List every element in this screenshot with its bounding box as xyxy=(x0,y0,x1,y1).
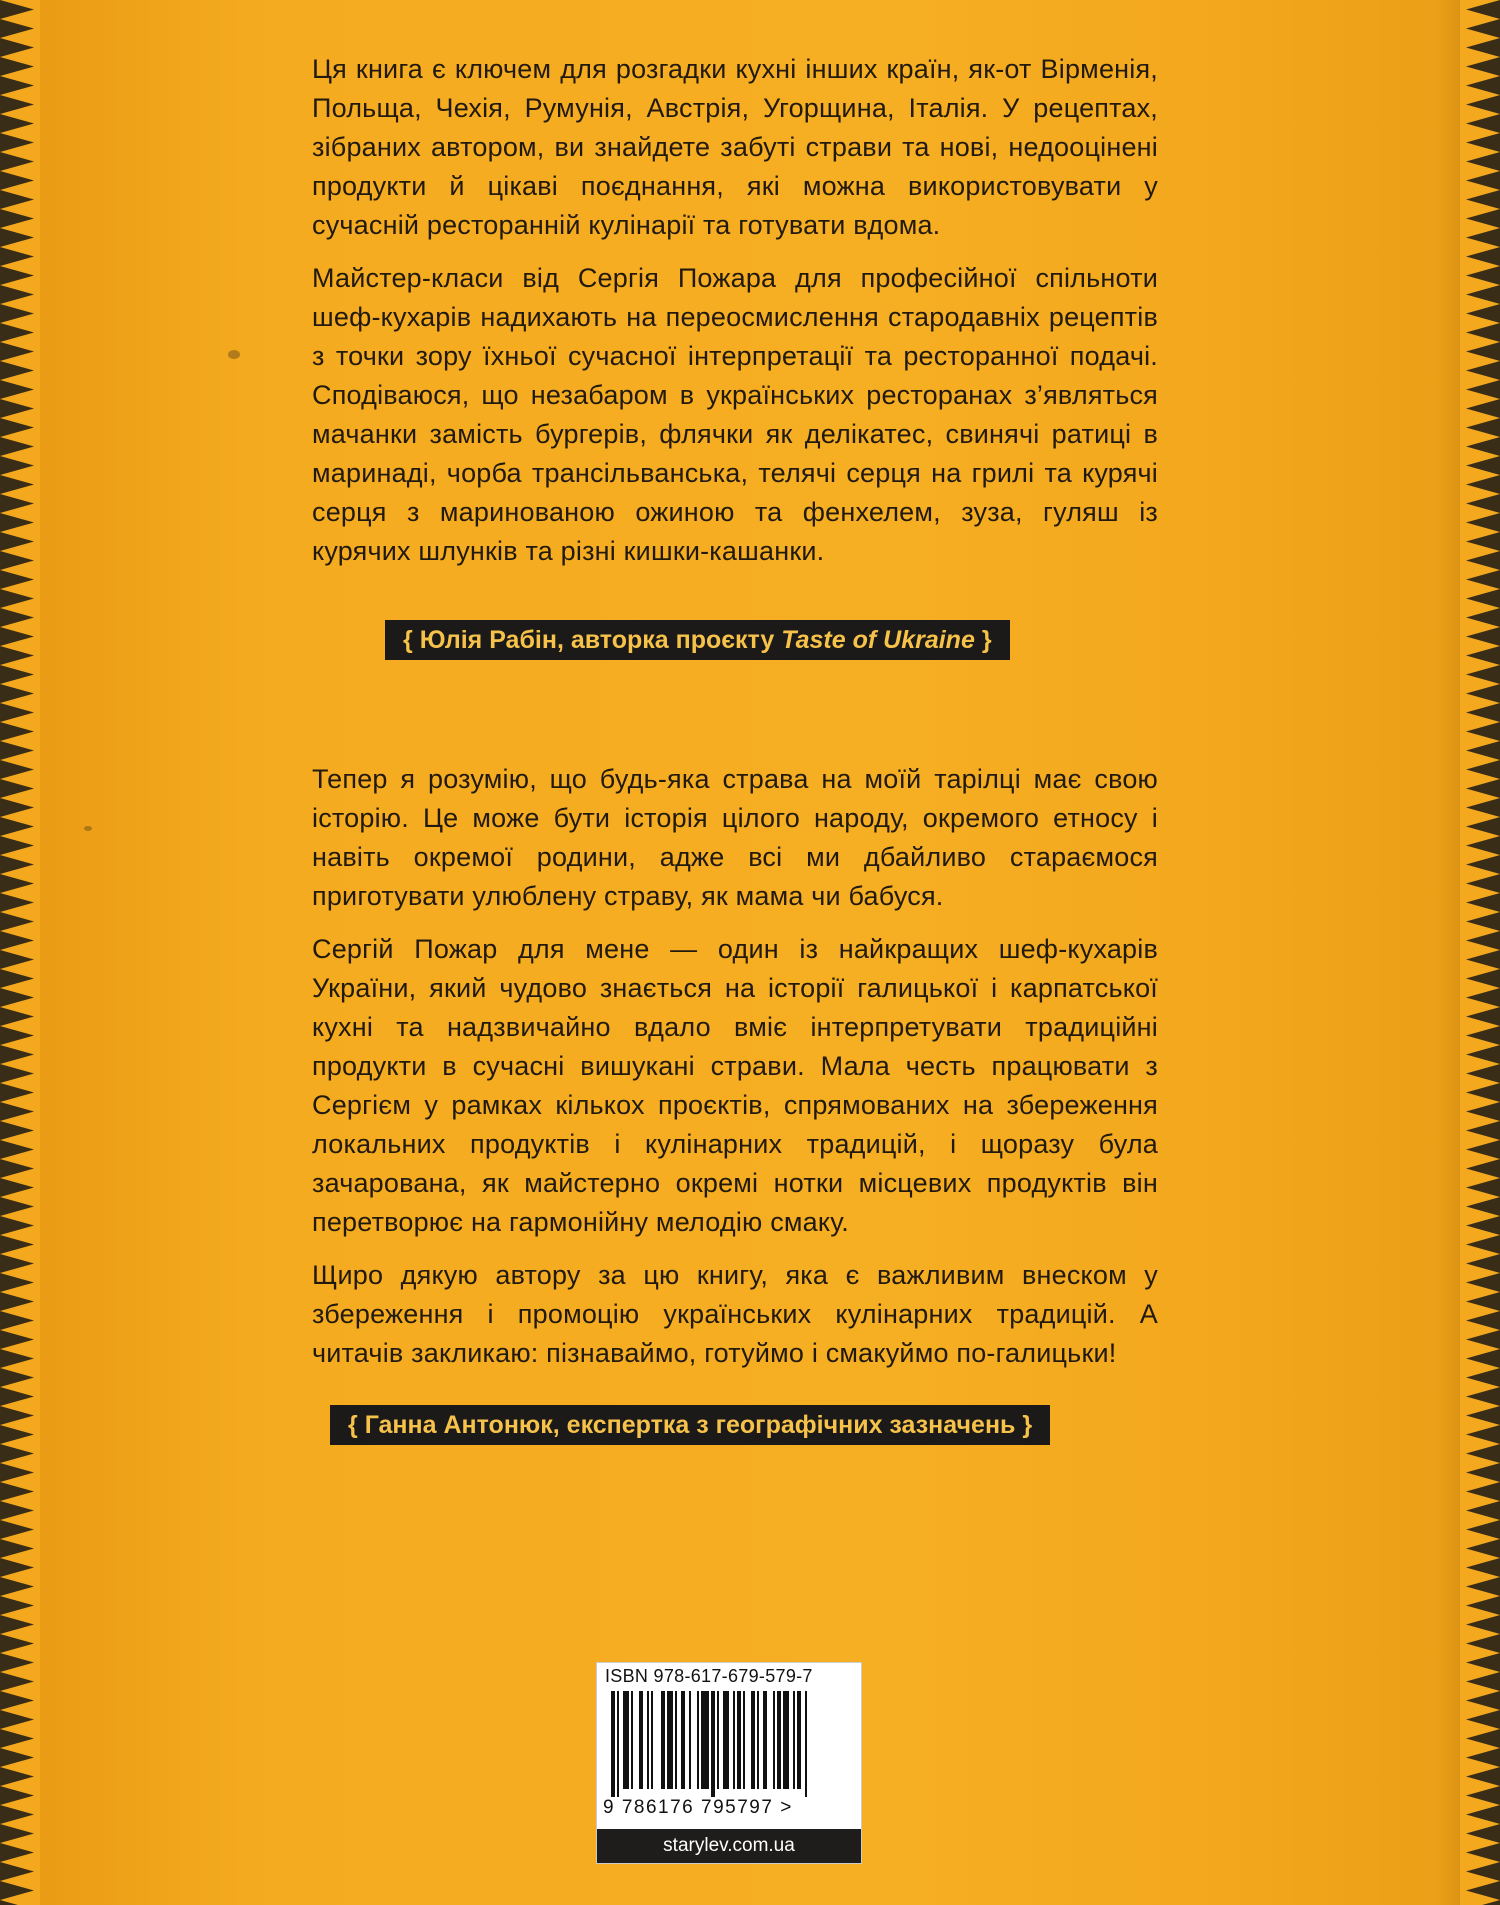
review-2-attribution xyxy=(330,1405,1050,1445)
brace-open: { xyxy=(403,626,413,654)
barcode-bar xyxy=(737,1691,741,1789)
barcode-bar xyxy=(797,1691,801,1789)
barcode-bar xyxy=(639,1691,643,1789)
stain-spot xyxy=(84,826,92,831)
right-zigzag-border xyxy=(1460,0,1500,1905)
isbn-barcode xyxy=(596,1662,862,1864)
brace-close: } xyxy=(981,626,992,654)
spine-shadow xyxy=(1438,0,1460,1905)
barcode-bar xyxy=(733,1691,735,1789)
barcode-bar xyxy=(667,1691,673,1789)
brace-open: { xyxy=(348,1411,358,1439)
barcode-bar xyxy=(701,1691,709,1789)
review-1-attribution xyxy=(385,620,1010,660)
barcode-bar xyxy=(777,1691,781,1789)
barcode-bar xyxy=(757,1691,759,1789)
barcode-bar xyxy=(793,1691,795,1789)
barcode-bar xyxy=(723,1691,729,1789)
barcode-bar xyxy=(623,1691,629,1789)
review-1-paragraph-1: Ця книга є ключем для розгадки кухні інших країн, як-от Вірменія, Польща, Чехія, Румунія, Австрія, Угорщина, Італія. У рецептах, зібраних автором, ви знайдете забуті страви та нові, недооцінені продукти й цікаві поєднання, які можна використовувати у сучасній ресторанній кулінарії та готувати вдома. xyxy=(312,54,1158,240)
barcode-bar xyxy=(783,1691,789,1789)
barcode-bar xyxy=(697,1691,699,1789)
barcode-bar xyxy=(611,1691,615,1797)
barcode-bar xyxy=(675,1691,677,1789)
review-2-author: Ганна Антонюк, експертка з географічних зазначень xyxy=(364,1411,1016,1439)
left-zigzag-border xyxy=(0,0,40,1905)
review-2-paragraph-2: Сергій Пожар для мене — один із найкращих шеф-кухарів України, який чудово знається на історії галицької і карпатської кухні та надзвичайно вдало вміє інтерпретувати традиційні продукти в сучасні вишукані страви. Мала честь працювати з Сергієм у рамках кількох проєктів, спрямованих на збереження локальних продуктів і кулінарних традицій, і щоразу була зачарована, як майстерно окремі нотки місцевих продуктів він перетворює на гармонійну мелодію смаку. xyxy=(312,934,1158,1237)
barcode-bars xyxy=(611,1691,849,1797)
barcode-bar xyxy=(631,1691,633,1789)
brace-close: } xyxy=(1022,1411,1033,1439)
stain-spot xyxy=(228,350,240,359)
barcode-bar xyxy=(805,1691,807,1797)
barcode-bar xyxy=(689,1691,691,1789)
review-1-text xyxy=(312,50,1158,585)
barcode-bar xyxy=(763,1691,767,1789)
review-2-text xyxy=(312,760,1158,1387)
barcode-bar xyxy=(651,1691,653,1789)
review-1-author: Юлія Рабін, авторка проєкту xyxy=(419,626,775,654)
barcode-bar xyxy=(661,1691,665,1789)
review-2-paragraph-3: Щиро дякую автору за цю книгу, яка є важливим внеском у збереження і промоцію українських кулінарних традицій. А читачів закликаю: пізнаваймо, готуймо і смакуймо по-галицьки! xyxy=(312,1260,1158,1368)
barcode-bar xyxy=(751,1691,755,1789)
barcode-bar xyxy=(773,1691,775,1789)
review-1-paragraph-2: Майстер-класи від Сергія Пожара для професійної спільноти шеф-кухарів надихають на переосмислення стародавніх рецептів з точки зору їхньої сучасної інтерпретації та ресторанної подачі. Сподіваюся, що незабаром в українських ресторанах з’являться мачанки замість бургерів, флячки як делікатес, свинячі ратиці в маринаді, чорба трансільванська, телячі серця на грилі та курячі серця з маринованою ожиною та фенхелем, зуза, гуляш із курячих шлунків та різні кишки-кашанки. xyxy=(312,263,1158,566)
barcode-bar xyxy=(617,1691,619,1797)
barcode-bar xyxy=(743,1691,745,1789)
isbn-label: ISBN 978-617-679-579-7 xyxy=(605,1666,813,1686)
barcode-bar xyxy=(717,1691,719,1789)
review-2-paragraph-1: Тепер я розумію, що будь-яка страва на моїй тарілці має свою історію. Це може бути історія цілого народу, окремого етносу і навіть окремої родини, адже всі ми дбайливо стараємося приготувати улюблену страву, як мама чи бабуся. xyxy=(312,764,1158,911)
barcode-bar xyxy=(647,1691,649,1789)
publisher-website: starylev.com.ua xyxy=(597,1829,861,1863)
review-1-project: Taste of Ukraine xyxy=(781,626,975,654)
barcode-digits: 9 786176 795797 > xyxy=(603,1797,793,1818)
barcode-bar xyxy=(711,1691,715,1797)
barcode-bar xyxy=(681,1691,685,1789)
